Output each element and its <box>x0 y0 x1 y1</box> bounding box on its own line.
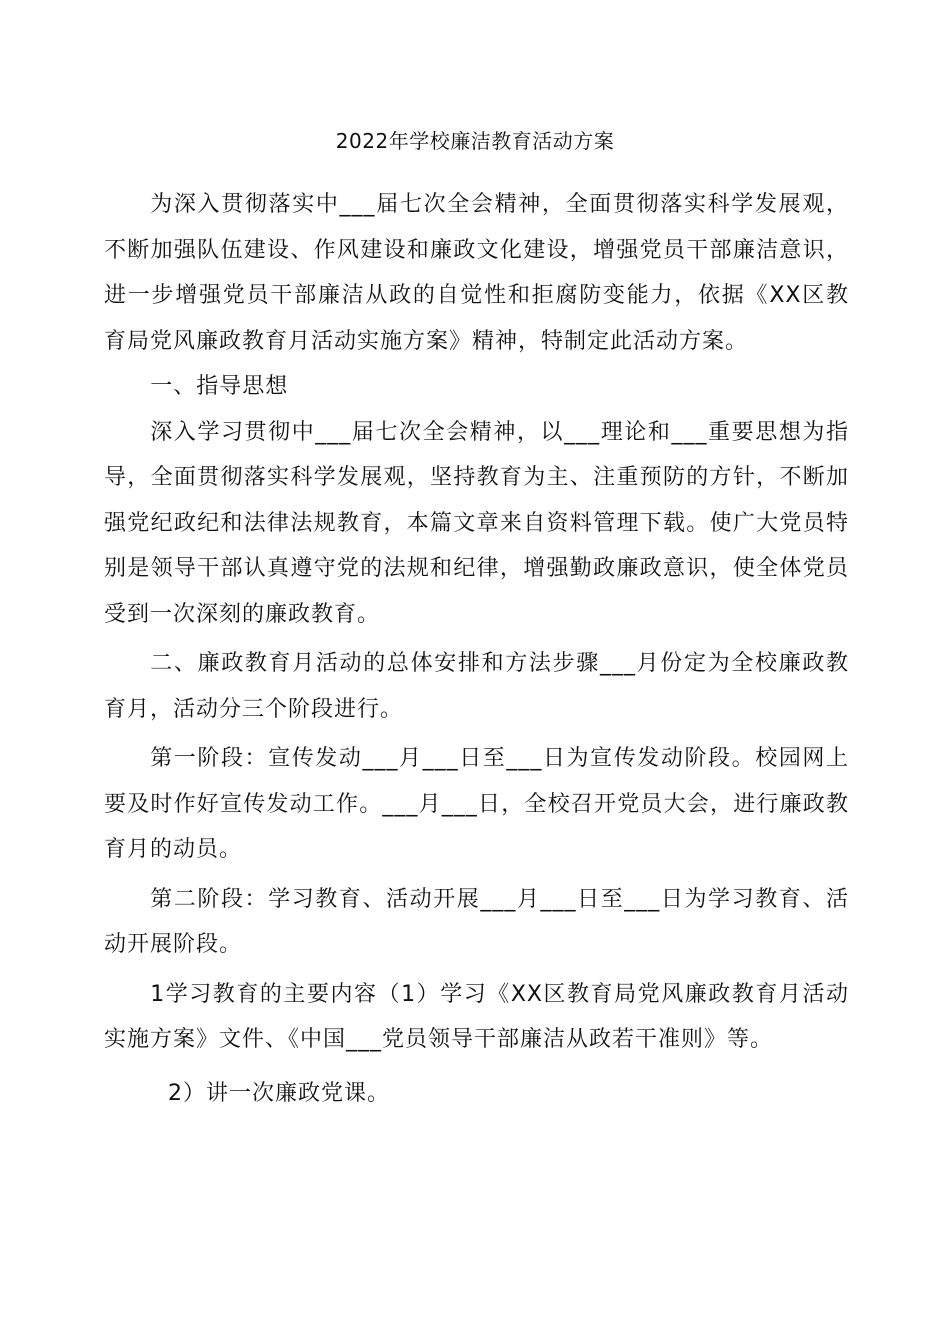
document-body <box>104 182 849 1116</box>
paragraph-stage-one: 第一阶段：宣传发动___月___日至___日为宣传发动阶段。校园网上要及时作好宣传发动工作。___月___日，全校召开党员大会，进行廉政教育月的动员。 <box>104 746 849 862</box>
document-title: 2022年学校廉洁教育活动方案 <box>335 129 615 153</box>
paragraph-study-content: 1学习教育的主要内容（1）学习《XX区教育局党风廉政教育月活动实施方案》文件、《中国___党员领导干部廉洁从政若干准则》等。 <box>104 981 849 1052</box>
paragraph-guiding-ideology: 深入学习贯彻中___届七次全会精神，以___理论和___重要思想为指导，全面贯彻落实科学发展观，坚持教育为主、注重预防的方针，不断加强党纪政纪和法律法规教育，本篇文章来自资料管理下载。使广大党员特别是领导干部认真遵守党的法规和纪律，增强勤政廉政意识，使全体党员受到一次深刻的廉政教育。 <box>104 419 849 627</box>
heading-guiding-ideology: 一、指导思想 <box>150 374 289 399</box>
paragraph-party-lecture: 2）讲一次廉政党课。 <box>168 1080 390 1106</box>
paragraph-stage-two: 第二阶段：学习教育、活动开展___月___日至___日为学习教育、活动开展阶段。 <box>104 886 849 957</box>
heading-overall-arrangement: 二、廉政教育月活动的总体安排和方法步骤___月份定为全校廉政教育月，活动分三个阶段进行。 <box>104 651 849 722</box>
paragraph-intro: 为深入贯彻落实中___届七次全会精神，全面贯彻落实科学发展观，不断加强队伍建设、作风建设和廉政文化建设，增强党员干部廉洁意识，进一步增强党员干部廉洁从政的自觉性和拒腐防变能力，依据《XX区教育局党风廉政教育月活动实施方案》精神，特制定此活动方案。 <box>104 192 849 354</box>
